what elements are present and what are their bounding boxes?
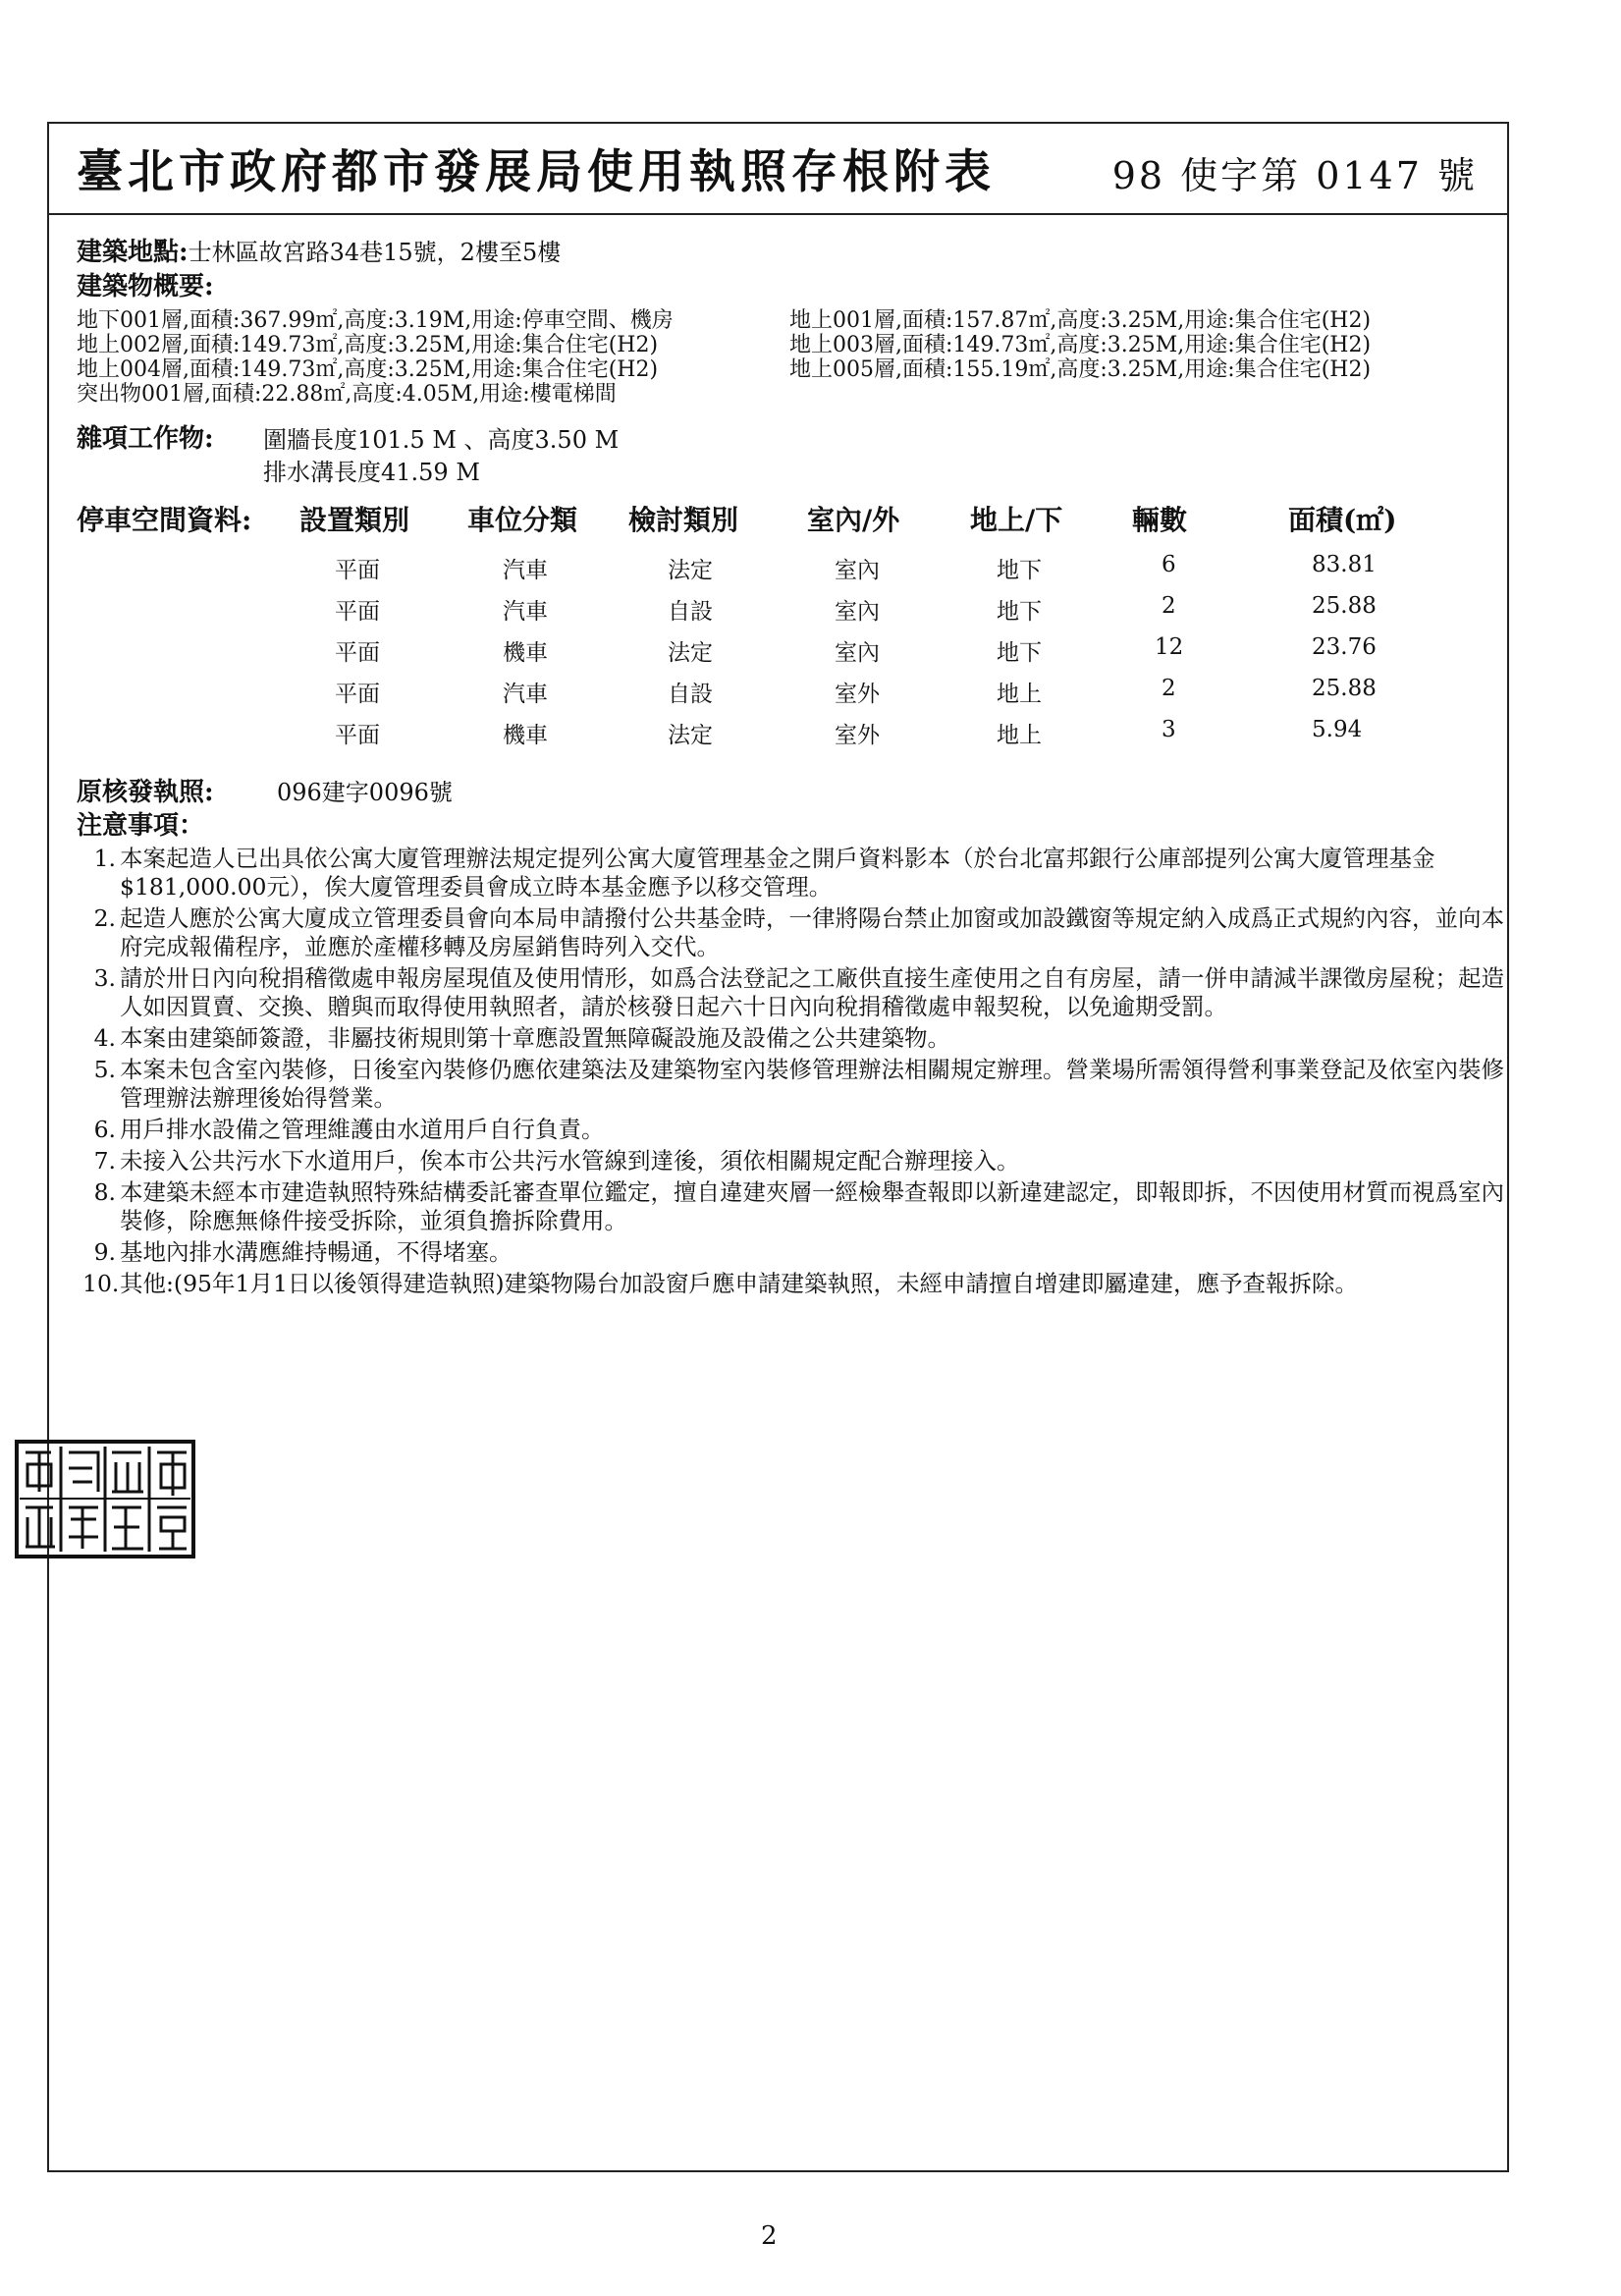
original-permit-value: 096建字0096號 — [277, 779, 453, 806]
list-item: 5. 本案未包含室內裝修，日後室內裝修仍應依建築法及建築物室內裝修管理辦法相關規定辦理。營業場所需領得營利事業登記及依室內裝修管理辦法辦理後始得營業。 — [93, 1056, 1504, 1112]
official-seal-stamp — [14, 1439, 196, 1559]
parking-header-level: 地上/下 — [970, 504, 1063, 536]
title-row — [47, 122, 1509, 215]
note-text: 基地內排水溝應維持暢通，不得堵塞。 — [120, 1238, 513, 1266]
misc-works-item-1: 圍牆長度101.5 M 、高度3.50 M — [263, 426, 620, 454]
document-title: 臺北市政府都市發展局使用執照存根附表 — [77, 145, 996, 199]
parking-cell: 地上 — [997, 682, 1042, 707]
parking-cell: 汽車 — [503, 558, 548, 583]
parking-cell: 地下 — [997, 599, 1042, 625]
parking-cell: 地上 — [997, 723, 1042, 748]
note-text: 未接入公共污水下水道用戶，俟本市公共污水管線到達後，須依相關規定配合辦理接入。 — [120, 1147, 1020, 1175]
parking-label: 停車空間資料: — [77, 504, 252, 536]
misc-works-item-2: 排水溝長度41.59 M — [263, 459, 480, 486]
overview-left-3: 地上004層,面積:149.73㎡,高度:3.25M,用途:集合住宅(H2) — [77, 357, 659, 382]
overview-right-1: 地上001層,面積:157.87㎡,高度:3.25M,用途:集合住宅(H2) — [789, 308, 1372, 333]
parking-cell: 23.76 — [1312, 634, 1377, 660]
parking-cell: 5.94 — [1312, 717, 1363, 742]
parking-cell: 25.88 — [1312, 676, 1377, 701]
page-number: 2 — [761, 2221, 778, 2251]
parking-cell: 室外 — [835, 723, 880, 748]
parking-cell: 法定 — [668, 640, 713, 666]
parking-cell: 25.88 — [1312, 593, 1377, 619]
list-item: 2. 起造人應於公寓大廈成立管理委員會向本局申請撥付公共基金時，一律將陽台禁止加窗或加設鐵窗等規定納入成爲正式規約內容，並向本府完成報備程序，並應於產權移轉及房屋銷售時列入交代。 — [93, 904, 1504, 960]
parking-cell: 地下 — [997, 640, 1042, 666]
overview-right-2: 地上003層,面積:149.73㎡,高度:3.25M,用途:集合住宅(H2) — [789, 333, 1372, 357]
parking-cell: 2 — [1162, 593, 1176, 619]
list-item: 4. 本案由建築師簽證，非屬技術規則第十章應設置無障礙設施及設備之公共建築物。 — [93, 1024, 950, 1052]
parking-cell: 6 — [1162, 552, 1176, 577]
overview-right-3: 地上005層,面積:155.19㎡,高度:3.25M,用途:集合住宅(H2) — [789, 357, 1372, 382]
parking-cell: 室外 — [835, 682, 880, 707]
note-text: 請於卅日內向稅捐稽徵處申報房屋現值及使用情形，如爲合法登記之工廠供直接生產使用之自有房屋，請一併申請減半課徵房屋稅；起造人如因買賣、交換、贈與而取得使用執照者，請於核發日起六十日內向稅捐稽徵處申報契稅，以免逾期受罰。 — [120, 964, 1504, 1020]
parking-cell: 12 — [1155, 634, 1184, 660]
parking-cell: 自設 — [668, 682, 713, 707]
note-text: 起造人應於公寓大廈成立管理委員會向本局申請撥付公共基金時，一律將陽台禁止加窗或加設鐵窗等規定納入成爲正式規約內容，並向本府完成報備程序，並應於產權移轉及房屋銷售時列入交代。 — [120, 904, 1504, 960]
permit-number: 98 使字第 0147 號 — [1111, 154, 1478, 197]
note-text: 其他:(95年1月1日以後領得建造執照)建築物陽台加設窗戶應申請建築執照，未經申請擅自增建即屬違建，應予查報拆除。 — [120, 1270, 1359, 1297]
parking-cell: 83.81 — [1312, 552, 1377, 577]
original-permit-label: 原核發執照: — [77, 778, 214, 807]
parking-cell: 自設 — [668, 599, 713, 625]
parking-cell: 法定 — [668, 723, 713, 748]
note-text: 用戶排水設備之管理維護由水道用戶自行負責。 — [120, 1116, 605, 1143]
parking-cell: 法定 — [668, 558, 713, 583]
misc-works-label: 雜項工作物: — [77, 424, 214, 454]
parking-header-type: 設置類別 — [299, 504, 410, 536]
parking-cell: 室內 — [835, 640, 880, 666]
parking-cell: 3 — [1162, 717, 1176, 742]
note-text: 本案未包含室內裝修，日後室內裝修仍應依建築法及建築物室內裝修管理辦法相關規定辦理。營業場所需領得營利事業登記及依室內裝修管理辦法辦理後始得營業。 — [120, 1056, 1504, 1112]
list-item: 7. 未接入公共污水下水道用戶，俟本市公共污水管線到達後，須依相關規定配合辦理接入。 — [93, 1147, 1020, 1175]
list-item: 8. 本建築未經本市建造執照特殊結構委託審查單位鑑定，擅自違建夾層一經檢舉查報即以新違建認定，即報即拆，不因使用材質而視爲室內裝修，除應無條件接受拆除，並須負擔拆除費用。 — [93, 1178, 1504, 1234]
parking-cell: 平面 — [335, 682, 380, 707]
parking-cell: 地下 — [997, 558, 1042, 583]
parking-cell: 平面 — [335, 558, 380, 583]
notes-label: 注意事項： — [77, 811, 205, 841]
overview-left-4: 突出物001層,面積:22.88㎡,高度:4.05M,用途:樓電梯間 — [77, 382, 617, 407]
parking-header-area: 面積(㎡) — [1288, 504, 1397, 536]
parking-cell: 汽車 — [503, 682, 548, 707]
note-text: 本建築未經本市建造執照特殊結構委託審查單位鑑定，擅自違建夾層一經檢舉查報即以新違建認定，即報即拆，不因使用材質而視爲室內裝修，除應無條件接受拆除，並須負擔拆除費用。 — [120, 1178, 1504, 1234]
list-item: 10. 其他:(95年1月1日以後領得建造執照)建築物陽台加設窗戶應申請建築執照，未經申請擅自增建即屬違建，應予查報拆除。 — [82, 1270, 1359, 1297]
parking-cell: 平面 — [335, 723, 380, 748]
parking-cell: 平面 — [335, 599, 380, 625]
site-label: 建築地點: — [77, 238, 189, 267]
list-item: 1. 本案起造人已出具依公寓大廈管理辦法規定提列公寓大廈管理基金之開戶資料影本（於台北富邦銀行公庫部提列公寓大廈管理基金$181,000.00元），俟大廈管理委員會成立時本基金應予以移交管理。 — [93, 845, 1435, 901]
overview-left-1: 地下001層,面積:367.99㎡,高度:3.19M,用途:停車空間、機房 — [77, 308, 674, 333]
parking-cell: 室內 — [835, 558, 880, 583]
parking-header-review: 檢討類別 — [628, 504, 739, 536]
parking-header-indoor: 室內/外 — [807, 504, 900, 536]
parking-cell: 汽車 — [503, 599, 548, 625]
parking-cell: 機車 — [503, 723, 548, 748]
list-item: 3. 請於卅日內向稅捐稽徵處申報房屋現值及使用情形，如爲合法登記之工廠供直接生產使用之自有房屋，請一併申請減半課徵房屋稅；起造人如因買賣、交換、贈與而取得使用執照者，請於核發日起六十日內向稅捐稽徵處申報契稅，以免逾期受罰。 — [93, 964, 1504, 1020]
parking-header-count: 輛數 — [1132, 504, 1188, 536]
site-row — [77, 232, 561, 268]
note-text: 本案由建築師簽證，非屬技術規則第十章應設置無障礙設施及設備之公共建築物。 — [120, 1024, 950, 1052]
notes-list — [82, 845, 1504, 1301]
site-value: 士林區故宮路34巷15號，2樓至5樓 — [188, 239, 562, 266]
list-item: 9. 基地內排水溝應維持暢通，不得堵塞。 — [93, 1238, 513, 1266]
list-item: 6. 用戶排水設備之管理維護由水道用戶自行負責。 — [93, 1116, 605, 1143]
note-text: 本案起造人已出具依公寓大廈管理辦法規定提列公寓大廈管理基金之開戶資料影本（於台北富邦銀行公庫部提列公寓大廈管理基金$181,000.00元），俟大廈管理委員會成立時本基金應予以移交管理。 — [120, 845, 1435, 901]
parking-header-category: 車位分類 — [467, 504, 578, 536]
parking-cell: 2 — [1162, 676, 1176, 701]
parking-cell: 室內 — [835, 599, 880, 625]
parking-cell: 平面 — [335, 640, 380, 666]
parking-cell: 機車 — [503, 640, 548, 666]
overview-left-2: 地上002層,面積:149.73㎡,高度:3.25M,用途:集合住宅(H2) — [77, 333, 659, 357]
overview-label: 建築物概要: — [77, 272, 214, 301]
